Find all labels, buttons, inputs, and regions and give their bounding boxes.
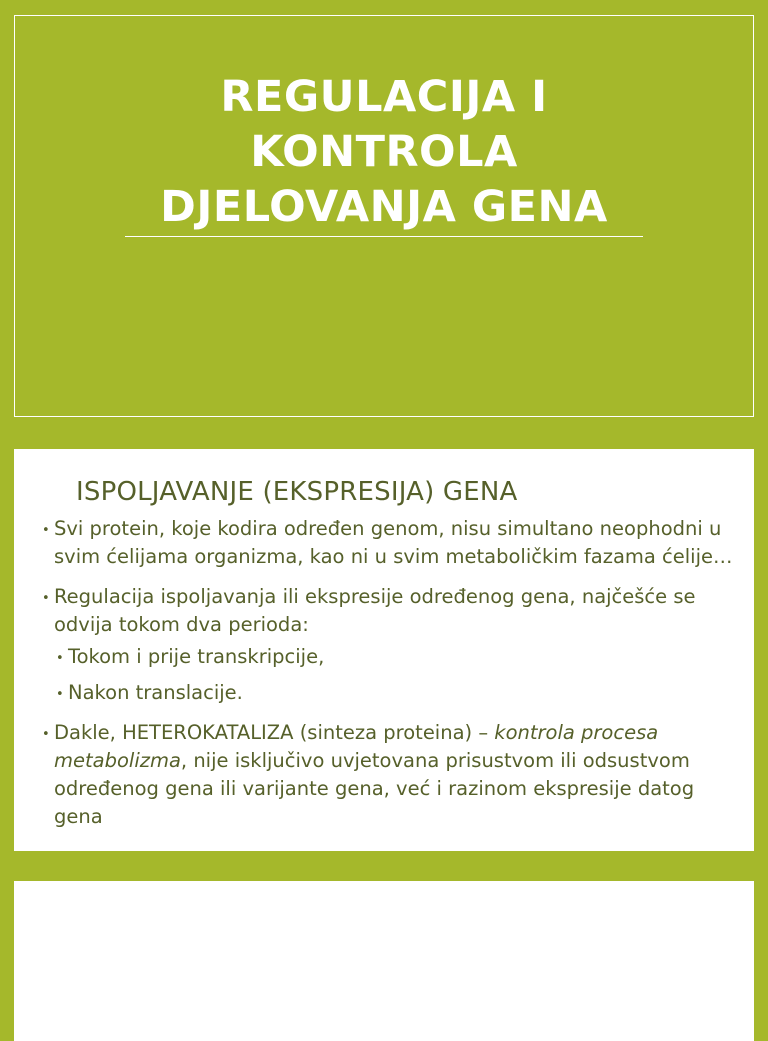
bullet-dot-icon: •: [56, 651, 64, 666]
bullet-text: Regulacija ispoljavanja ili ekspresije određenog gena, najčešće se odvija tokom dva perioda:: [54, 585, 696, 636]
slide-title-text: [15, 70, 753, 235]
bullet-item: [14, 583, 754, 639]
title-line-1: REGULACIJA I: [220, 72, 548, 122]
bullet-text: [54, 719, 734, 831]
title-line-3: DJELOVANJA GENA: [160, 182, 608, 232]
slide-heading: ISPOLJAVANJE (EKSPRESIJA) GENA: [76, 477, 518, 507]
bullet-text-italic: kontrola procesa metabolizma: [54, 721, 659, 772]
bullet-text: Svi protein, koje kodira određen genom, nisu simultano neophodni u svim ćelijama organizma, kao ni u svim metaboličkim fazama ćelije…: [54, 517, 733, 568]
bullet-list: [14, 515, 754, 831]
slide-title: [14, 15, 754, 417]
title-underline: [125, 236, 643, 237]
bullet-item: [14, 515, 754, 571]
bullet-dot-icon: •: [42, 591, 50, 606]
bullet-text-pre: Dakle, HETEROKATALIZA (sinteza proteina) –: [54, 721, 495, 744]
sub-bullet-item: [14, 679, 754, 707]
bullet-dot-icon: •: [42, 727, 50, 742]
slide-next: [14, 881, 754, 1041]
bullet-dot-icon: •: [42, 523, 50, 538]
sub-bullet-text: Nakon translacije.: [68, 681, 243, 704]
sub-bullet-text: Tokom i prije transkripcije,: [68, 645, 325, 668]
sub-bullet-item: [14, 643, 754, 671]
bullet-text-post: , nije isključivo uvjetovana prisustvom ili odsustvom određenog gena ili varijante gena, već i razinom ekspresije datog gena: [54, 749, 695, 828]
title-line-2: KONTROLA: [250, 127, 518, 177]
slide-content: [14, 449, 754, 851]
bullet-item: [14, 719, 754, 831]
bullet-dot-icon: •: [56, 687, 64, 702]
